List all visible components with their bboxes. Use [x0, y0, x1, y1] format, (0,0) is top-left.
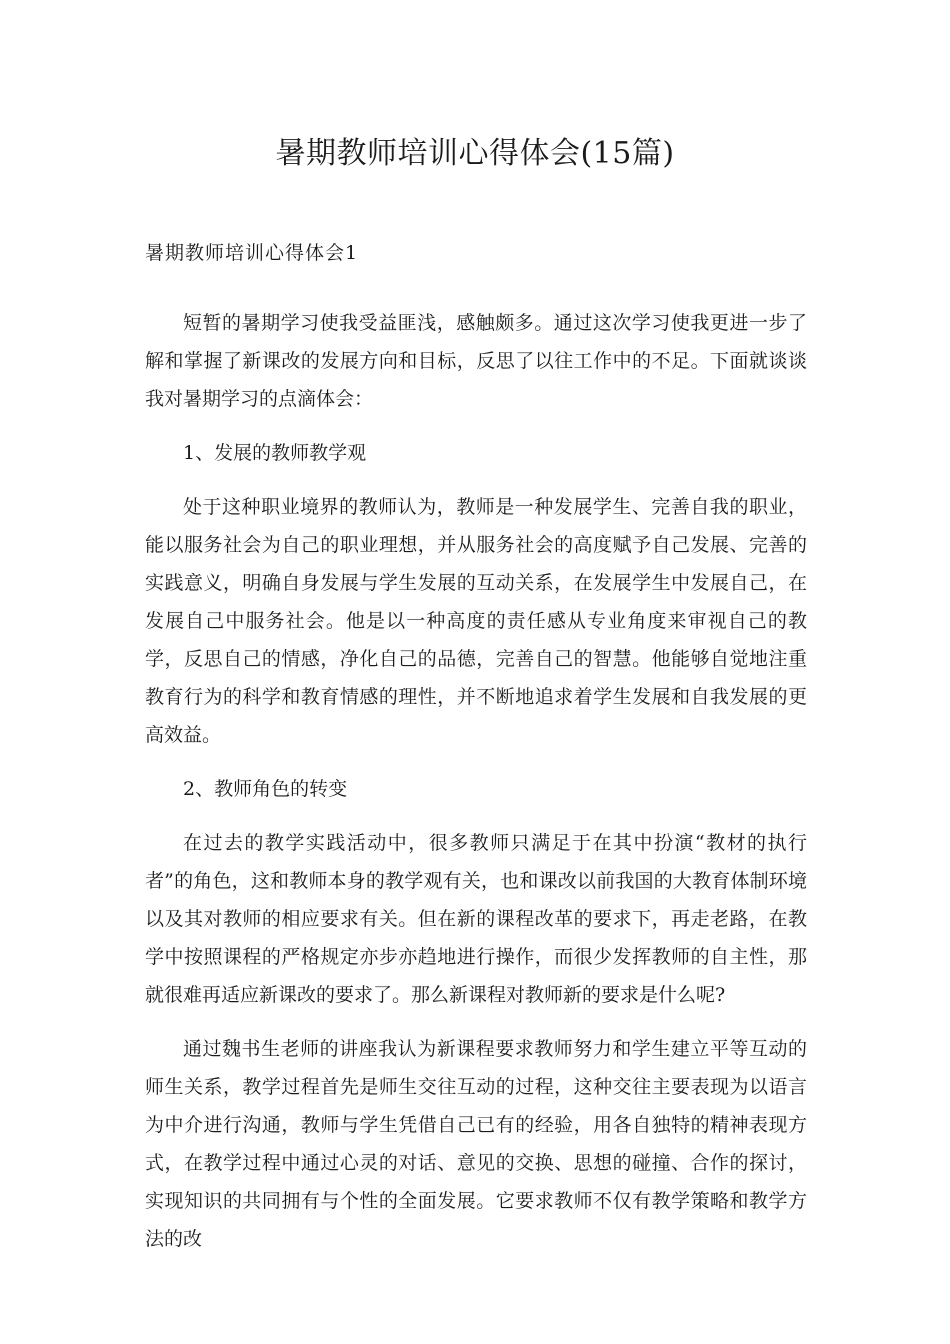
paragraph-point-2: 在过去的教学实践活动中，很多教师只满足于在其中扮演“教材的执行者”的角色，这和教师本身的教学观有关，也和课改以前我国的大教育体制环境以及其对教师的相应要求有关。但在新的课程改革的要求下，再走老路，在教学中按照课程的严格规定亦步亦趋地进行操作，而很少发挥教师的自主性，那就很难再适应新课改的要求了。那么新课程对教师新的要求是什么呢? [145, 832, 807, 1006]
heading-point-2: 2、教师角色的转变 [183, 778, 348, 800]
section-title: 暑期教师培训心得体会1 [145, 242, 359, 264]
document-body [145, 304, 807, 1274]
paragraph-lecture: 通过魏书生老师的讲座我认为新课程要求教师努力和学生建立平等互动的师生关系，教学过程首先是师生交往互动的过程，这种交往主要表现为以语言为中介进行沟通，教师与学生凭借自己已有的经验，用各自独特的精神表现方式，在教学过程中通过心灵的对话、意见的交换、思想的碰撞、合作的探讨，实现知识的共同拥有与个性的全面发展。它要求教师不仅有教学策略和教学方法的改 [145, 1038, 807, 1250]
heading-point-1: 1、发展的教师教学观 [183, 442, 367, 464]
paragraph-point-1: 处于这种职业境界的教师认为，教师是一种发展学生、完善自我的职业，能以服务社会为自己的职业理想，并从服务社会的高度赋予自己发展、完善的实践意义，明确自身发展与学生发展的互动关系，在发展学生中发展自己，在发展自己中服务社会。他是以一种高度的责任感从专业角度来审视自己的教学，反思自己的情感，净化自己的品德，完善自己的智慧。他能够自觉地注重教育行为的科学和教育情感的理性，并不断地追求着学生发展和自我发展的更高效益。 [145, 496, 807, 746]
document-title: 暑期教师培训心得体会(15篇) [275, 136, 675, 171]
paragraph-intro: 短暂的暑期学习使我受益匪浅，感触颇多。通过这次学习使我更进一步了解和掌握了新课改的发展方向和目标，反思了以往工作中的不足。下面就谈谈我对暑期学习的点滴体会： [145, 312, 807, 410]
